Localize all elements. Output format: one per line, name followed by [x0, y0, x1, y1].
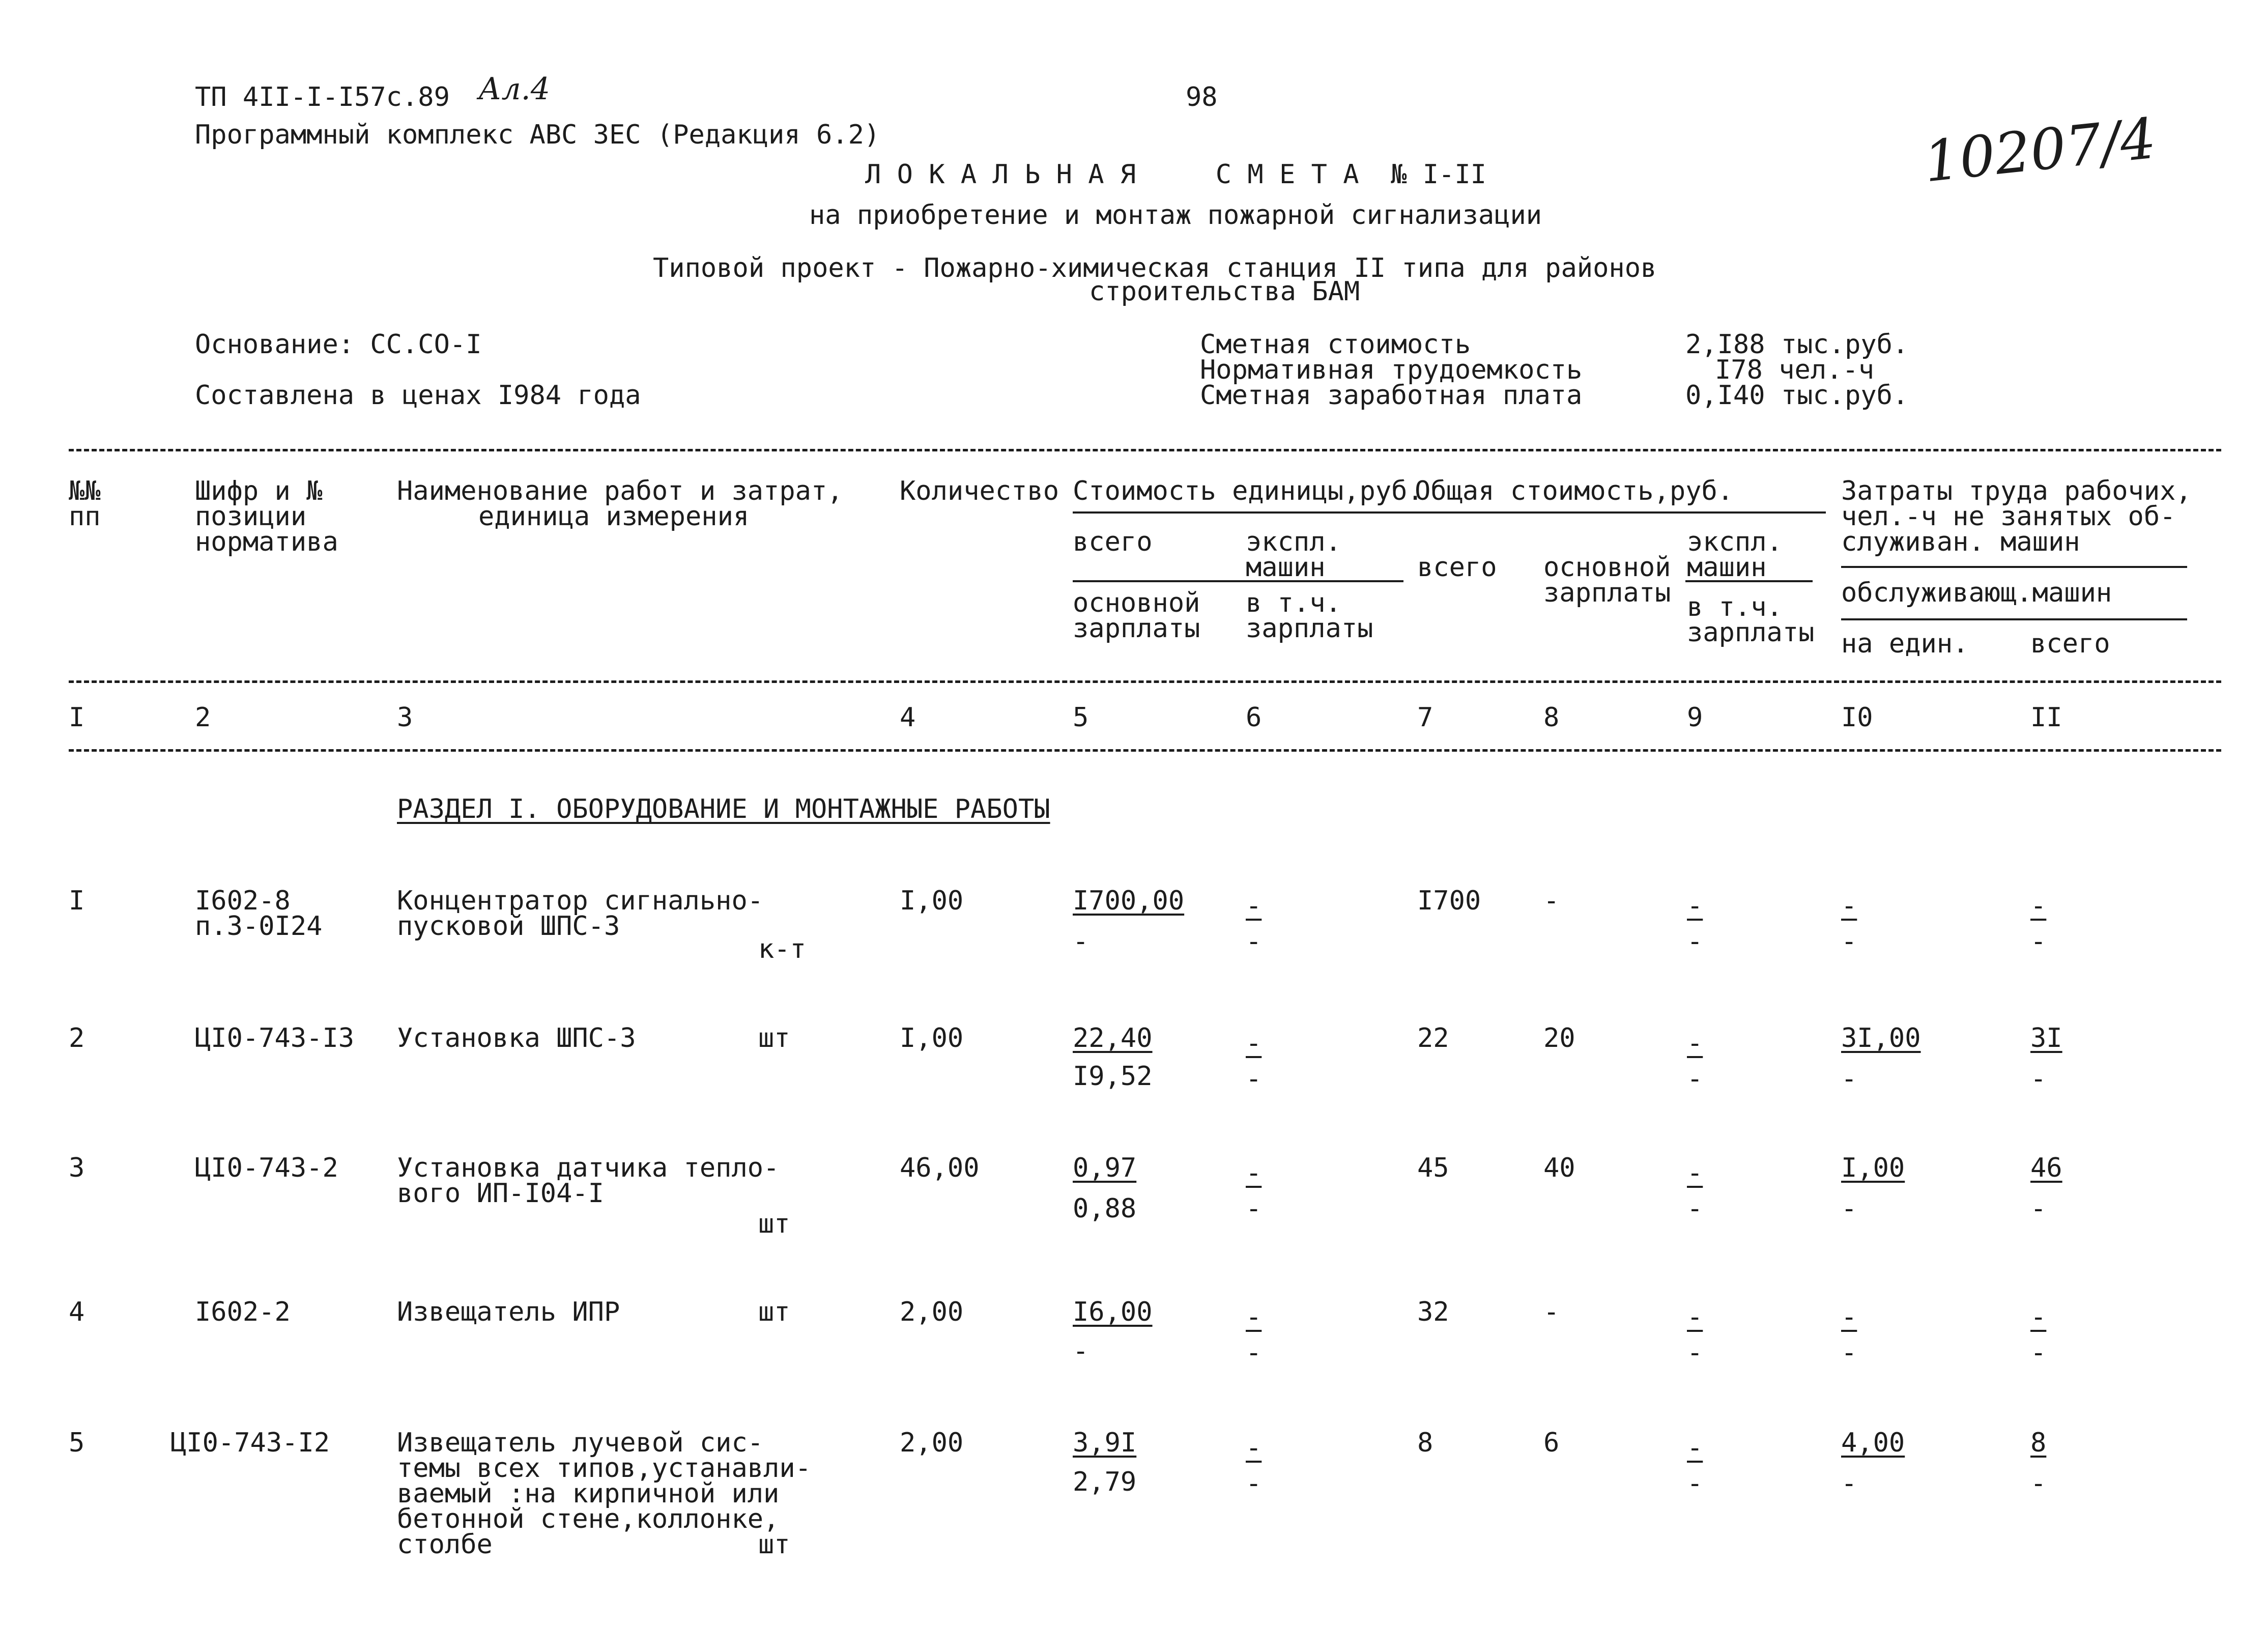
header-text: чел.-ч не занятых об- — [1841, 501, 2176, 532]
document-subtitle: на приобретение и монтаж пожарной сигнализации — [809, 200, 1542, 231]
header-col-name — [397, 476, 843, 532]
header-per-unit: на един. — [1841, 629, 1969, 659]
total-cost-value: 22 — [1417, 1023, 1449, 1053]
unit-total-value: I6,00 — [1073, 1297, 1153, 1327]
total-machines-value: - — [1687, 891, 1703, 921]
labor-total-machines: - — [2030, 1064, 2047, 1094]
header-text: Наименование работ и затрат, — [397, 476, 843, 506]
unit-total-value: 3,9I — [1073, 1428, 1137, 1458]
header-total-cost: Общая стоимость,руб. — [1415, 476, 1734, 506]
row-code — [195, 1299, 291, 1325]
total-machines-value: - — [1687, 1158, 1703, 1188]
row-number: 4 — [69, 1297, 85, 1327]
header-unit-machine-wages — [1246, 588, 1373, 644]
total-cost-value: 32 — [1417, 1297, 1449, 1327]
total-machine-wages-value: - — [1687, 1468, 1703, 1499]
name-line: Установка ШПС-3 — [397, 1023, 636, 1053]
row-quantity: 2,00 — [900, 1428, 964, 1458]
basis-line: Основание: СС.СО-I — [195, 329, 482, 360]
header-underline-total-machines — [1685, 580, 1813, 582]
labor-total-value: - — [2030, 1302, 2047, 1332]
row-unit: шт — [758, 1529, 790, 1560]
row-unit: шт — [758, 1297, 790, 1327]
section-title: РАЗДЕЛ I. ОБОРУДОВАНИЕ И МОНТАЖНЫЕ РАБОТЫ — [397, 794, 1050, 824]
header-text: машин — [1687, 552, 1767, 583]
row-name — [397, 1023, 636, 1053]
row-quantity: I,00 — [900, 1023, 964, 1053]
code-line: I602-8 — [195, 886, 291, 916]
table-top-dashed-rule — [69, 449, 2221, 451]
column-number: 8 — [1543, 702, 1560, 733]
prices-line: Составлена в ценах I984 года — [195, 380, 641, 411]
total-cost-value: 45 — [1417, 1153, 1449, 1183]
unit-wages-value: - — [1073, 1336, 1089, 1366]
total-machines-value: - — [1687, 1028, 1703, 1059]
summary-value: 0,I40 тыс.руб. — [1685, 380, 1909, 411]
header-text: в т.ч. — [1246, 588, 1341, 618]
header-total-machine-wages — [1687, 592, 1815, 648]
header-text: экспл. — [1246, 527, 1341, 557]
row-quantity: 2,00 — [900, 1297, 964, 1327]
unit-machines-value: - — [1246, 1433, 1262, 1463]
labor-per-unit-machines: - — [1841, 926, 1857, 957]
row-unit: шт — [758, 1023, 790, 1053]
column-numbers-dashed-rule — [69, 749, 2221, 752]
page-number: 98 — [1186, 82, 1218, 112]
labor-total-machines: - — [2030, 1337, 2047, 1368]
header-unit-machines — [1246, 527, 1341, 583]
column-number: 2 — [195, 702, 211, 733]
row-number: 2 — [69, 1023, 85, 1053]
code-line: ЦI0-743-I2 — [170, 1428, 330, 1458]
labor-total-machines: - — [2030, 926, 2047, 957]
unit-machines-value: - — [1246, 1302, 1262, 1332]
header-underline-labor — [1841, 566, 2187, 568]
header-dashed-rule — [69, 680, 2221, 683]
unit-total-value: 0,97 — [1073, 1153, 1137, 1183]
total-machine-wages-value: - — [1687, 1193, 1703, 1224]
code-line: п.3-0I24 — [195, 911, 323, 942]
labor-per-unit-machines: - — [1841, 1468, 1857, 1499]
labor-total-machines: - — [2030, 1193, 2047, 1224]
unit-machines-value: - — [1246, 1028, 1262, 1059]
total-machine-wages-value: - — [1687, 1337, 1703, 1368]
header-underline-unit — [1073, 580, 1403, 582]
labor-total-value: 46 — [2030, 1153, 2062, 1183]
row-name — [397, 1299, 620, 1325]
row-name — [397, 886, 764, 942]
header-text: основной — [1073, 588, 1200, 618]
column-number: 7 — [1417, 702, 1433, 733]
code-line: ЦI0-743-2 — [195, 1153, 338, 1183]
labor-total-value: 3I — [2030, 1023, 2062, 1053]
header-text: пп — [69, 501, 101, 532]
row-code — [195, 1155, 338, 1181]
row-unit: к-т — [758, 934, 806, 964]
software-line: Программный комплекс АВС 3ЕС (Редакция 6.2) — [195, 120, 880, 150]
total-wages-value: - — [1543, 886, 1560, 916]
summary-value: 2,I88 тыс.руб. — [1685, 329, 1909, 360]
header-text: зарплаты — [1073, 613, 1200, 644]
column-number: II — [2030, 702, 2062, 733]
header-text: машин — [1246, 552, 1326, 583]
header-col-number — [69, 476, 101, 532]
header-text: Шифр и № — [195, 476, 323, 506]
column-number: 5 — [1073, 702, 1089, 733]
row-code — [170, 1430, 330, 1456]
code-line: ЦI0-743-I3 — [195, 1023, 355, 1053]
name-line: вого ИП-I04-I — [397, 1178, 604, 1209]
name-line: Установка датчика тепло- — [397, 1153, 780, 1183]
column-number: I0 — [1841, 702, 1873, 733]
header-text: Затраты труда рабочих, — [1841, 476, 2192, 506]
labor-total-value: 8 — [2030, 1428, 2047, 1458]
name-line: Концентратор сигнально- — [397, 886, 764, 916]
labor-per-unit-value: - — [1841, 891, 1857, 921]
column-number: 3 — [397, 702, 413, 733]
total-wages-value: 40 — [1543, 1153, 1575, 1183]
unit-total-value: 22,40 — [1073, 1023, 1153, 1053]
unit-machine-wages-value: - — [1246, 1337, 1262, 1368]
total-cost-value: 8 — [1417, 1428, 1433, 1458]
document-title: Л О К А Л Ь Н А Я С М Е Т А № I-II — [865, 159, 1486, 190]
header-labor-total: всего — [2030, 629, 2110, 659]
labor-per-unit-value: - — [1841, 1302, 1857, 1332]
unit-total-value: I700,00 — [1073, 886, 1185, 916]
unit-machine-wages-value: - — [1246, 1064, 1262, 1094]
name-line: ваемый :на кирпичной или — [397, 1478, 780, 1509]
project-line-2: строительства БАМ — [1089, 276, 1360, 307]
total-wages-value: 6 — [1543, 1428, 1560, 1458]
column-number: 9 — [1687, 702, 1703, 733]
labor-per-unit-value: I,00 — [1841, 1153, 1905, 1183]
labor-per-unit-machines: - — [1841, 1337, 1857, 1368]
header-labor — [1841, 478, 2192, 555]
project-line-1: Типовой проект - Пожарно-химическая станция II типа для районов — [653, 253, 1657, 283]
row-name — [397, 1153, 780, 1209]
labor-total-value: - — [2030, 891, 2047, 921]
name-line: Извещатель ИПР — [397, 1297, 620, 1327]
column-number: I — [69, 702, 85, 733]
header-text: зарплаты — [1543, 578, 1671, 608]
summary-label: Сметная заработная плата — [1200, 380, 1583, 411]
header-unit-total: всего — [1073, 527, 1153, 557]
total-wages-value: - — [1543, 1297, 1560, 1327]
header-unit-wages — [1073, 588, 1200, 644]
header-col-quantity: Количество — [900, 476, 1059, 506]
summary-label: Сметная стоимость — [1200, 329, 1471, 360]
name-line: бетонной стене,коллонке, — [397, 1504, 780, 1534]
unit-wages-value: 2,79 — [1073, 1467, 1137, 1497]
summary-label: Нормативная трудоемкость — [1200, 355, 1583, 385]
name-line: столбе — [397, 1529, 493, 1560]
total-cost-value: I700 — [1417, 886, 1481, 916]
row-number: 5 — [69, 1428, 85, 1458]
labor-per-unit-value: 4,00 — [1841, 1428, 1905, 1458]
header-text: экспл. — [1687, 527, 1783, 557]
header-underline-serving — [1841, 618, 2187, 620]
header-serving-machines: обслуживающ.машин — [1841, 578, 2112, 608]
header-unit-cost: Стоимость единицы,руб. — [1073, 476, 1423, 506]
header-text: зарплаты — [1246, 613, 1373, 644]
header-text: позиции — [195, 501, 307, 532]
row-quantity: I,00 — [900, 886, 964, 916]
header-text: зарплаты — [1687, 617, 1815, 648]
name-line: пусковой ШПС-3 — [397, 911, 620, 942]
header-text: в т.ч. — [1687, 592, 1783, 622]
header-total-all: всего — [1417, 552, 1497, 583]
header-text: №№ — [69, 476, 101, 506]
header-underline-costs — [1073, 511, 1826, 514]
handwritten-sheet-note: Ал.4 — [478, 71, 550, 107]
total-machine-wages-value: - — [1687, 926, 1703, 957]
unit-wages-value: 0,88 — [1073, 1193, 1137, 1224]
column-number: 4 — [900, 702, 916, 733]
row-name — [397, 1428, 811, 1560]
row-code — [195, 886, 323, 942]
document-code: ТП 4II-I-I57с.89 — [195, 82, 450, 112]
row-quantity: 46,00 — [900, 1153, 980, 1183]
total-machines-value: - — [1687, 1433, 1703, 1463]
header-total-wages — [1543, 552, 1671, 608]
total-wages-value: 20 — [1543, 1023, 1575, 1053]
unit-machines-value: - — [1246, 891, 1262, 921]
header-text: норматива — [195, 527, 338, 557]
handwritten-document-number: 10207/4 — [1920, 105, 2159, 195]
unit-wages-value: I9,52 — [1073, 1061, 1153, 1092]
unit-machines-value: - — [1246, 1158, 1262, 1188]
column-number: 6 — [1246, 702, 1262, 733]
header-text: основной — [1543, 552, 1671, 583]
unit-machine-wages-value: - — [1246, 926, 1262, 957]
row-number: I — [69, 886, 85, 916]
unit-wages-value: - — [1073, 926, 1089, 957]
code-line: I602-2 — [195, 1297, 291, 1327]
row-code — [195, 1023, 355, 1053]
total-machines-value: - — [1687, 1302, 1703, 1332]
labor-total-machines: - — [2030, 1468, 2047, 1499]
unit-machine-wages-value: - — [1246, 1468, 1262, 1499]
header-text: единица измерения — [478, 501, 750, 532]
summary-value: I78 чел.-ч — [1715, 355, 1875, 385]
header-total-machines — [1687, 527, 1783, 583]
labor-per-unit-machines: - — [1841, 1064, 1857, 1094]
labor-per-unit-value: 3I,00 — [1841, 1023, 1921, 1053]
unit-machine-wages-value: - — [1246, 1193, 1262, 1224]
name-line: темы всех типов,устанавли- — [397, 1453, 811, 1484]
header-text: служиван. машин — [1841, 527, 2080, 557]
row-unit: шт — [758, 1209, 790, 1239]
name-line: Извещатель лучевой сис- — [397, 1428, 764, 1458]
row-number: 3 — [69, 1153, 85, 1183]
total-machine-wages-value: - — [1687, 1064, 1703, 1094]
labor-per-unit-machines: - — [1841, 1193, 1857, 1224]
header-col-code — [195, 478, 338, 555]
